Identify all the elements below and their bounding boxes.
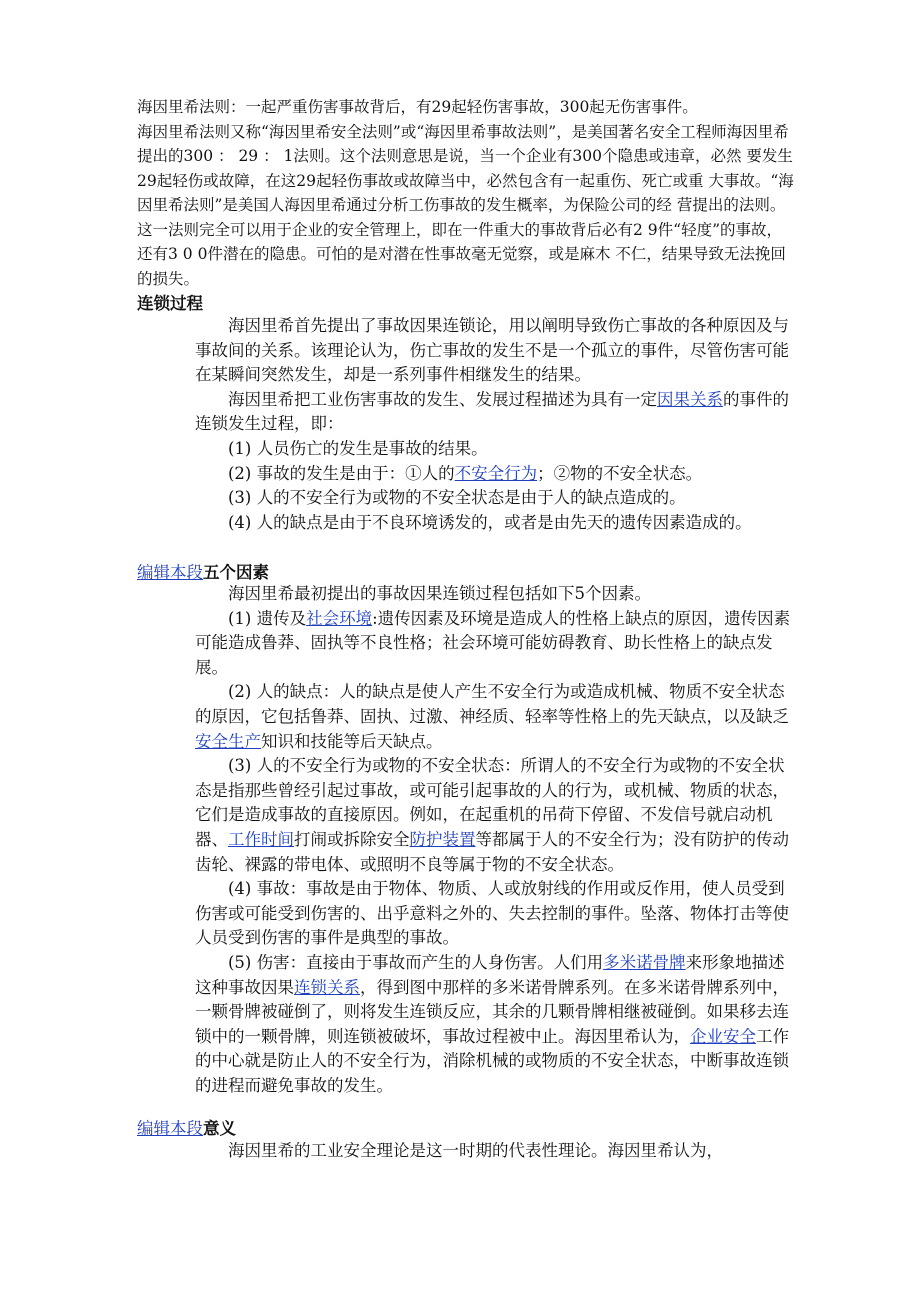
- factor-2: [195, 680, 793, 754]
- text-run: (1) 遗传及: [228, 608, 307, 628]
- chain-item-1: (1) 人员伤亡的发生是事故的结果。: [228, 438, 488, 458]
- text-run: 工作的中心就是防止人的不安全行为，消除机械的或物质的不安全状态，中断事故连锁的进程而避免事故的发生。: [195, 1026, 789, 1095]
- link-enterprise-safety[interactable]: 企业安全: [690, 1026, 756, 1046]
- section-title: 意义: [203, 1119, 236, 1138]
- chain-item-3: (3) 人的不安全行为或物的不安全状态是由于人的缺点造成的。: [228, 488, 686, 508]
- edit-section-link[interactable]: 编辑本段: [137, 1119, 203, 1138]
- text-run: 打闹或拆除安全: [294, 829, 410, 849]
- factors-intro: 海因里希最初提出的事故因果连锁过程包括如下5个因素。: [228, 584, 651, 603]
- text-run: :遗传因素及环境是造成人的性格上缺点的原因，遗传因素可能造成鲁莽、固执等不良性格；社会环境可能妨碍教育、助长性格上的缺点发展。: [195, 608, 791, 677]
- text-run: 的事件的连锁发生过程，即：: [195, 389, 789, 434]
- text-run: 等都属于人的不安全行为；没有防护的传动齿轮、裸露的带电体、或照明不良等属于物的不安全状态。: [195, 829, 789, 874]
- link-working-hours[interactable]: 工作时间: [228, 829, 294, 849]
- chain-paragraph-2: [195, 388, 793, 437]
- link-safety-production[interactable]: 安全生产: [195, 731, 261, 751]
- text-run: ，得到图中那样的多米诺骨牌系列。在多米诺骨牌系列中，一颗骨牌被碰倒了，则将发生连锁反应，其余的几颗骨牌相继被碰倒。如果移去连锁中的一颗骨牌，则连锁被破坏，事故过程被中止。海因里希认为，: [195, 977, 789, 1046]
- chain-item-2: [195, 462, 793, 487]
- text-run: (5) 伤害：直接由于事故而产生的人身伤害。人们用: [228, 952, 604, 972]
- intro-paragraph: 海因里希法则又称“海因里希安全法则”或“海因里希事故法则”，是美国著名安全工程师海因里希提出的300 ： 29 ： 1法则。这个法则意思是说，当一个企业有300个隐患或违章，必然 要发生29起轻伤或故障，在这29起轻伤事故或故障当中，必然包含有一起重伤、死亡或重 大事故。“海因里希法则”是美国人海因里希通过分析工伤事故的发生概率，为保险公司的经 营提出的法则。这一法则完全可以用于企业的安全管理上，即在一件重大的事故背后必有2 9件“轻度”的事故，还有3 0 0件潜在的隐患。可怕的是对潜在性事故毫无觉察，或是麻木 不仁，结果导致无法挽回的损失。: [137, 122, 794, 288]
- significance-paragraph: 海因里希的工业安全理论是这一时期的代表性理论。海因里希认为，: [228, 1141, 723, 1160]
- chain-paragraph-1: 海因里希首先提出了事故因果连锁论，用以阐明导致伤亡事故的各种原因及与事故间的关系。该理论认为，伤亡事故的发生不是一个孤立的事件，尽管伤害可能在某瞬间突然发生，却是一系列事件相继发生的结果。: [195, 316, 789, 385]
- text-run: (2) 人的缺点：人的缺点是使人产生不安全行为或造成机械、物质不安全状态的原因，它包括鲁莽、固执、过激、神经质、轻率等性格上的先天缺点，以及缺乏: [195, 682, 789, 726]
- link-social-environment[interactable]: 社会环境: [306, 608, 373, 628]
- edit-section-link[interactable]: 编辑本段: [137, 563, 203, 582]
- text-run: 来形象地描述这种事故因果: [195, 952, 785, 997]
- section-heading-significance: [137, 1115, 236, 1139]
- intro-block: [137, 95, 797, 291]
- text-run: (2) 事故的发生是由于：①人的: [228, 463, 455, 483]
- factor-5: [195, 951, 793, 1099]
- link-causal-relation[interactable]: 因果关系: [657, 389, 723, 409]
- factor-4: (4) 事故：事故是由于物体、物质、人或放射线的作用或反作用，使人员受到伤害或可能受到伤害的、出乎意料之外的、失去控制的事件。坠落、物体打击等使人员受到伤害的事件是典型的事故。: [195, 879, 789, 948]
- section-significance-body: [195, 1139, 793, 1164]
- section-heading-five-factors: [137, 559, 269, 583]
- factor-3: [195, 754, 793, 877]
- text-run: 知识和技能等后天缺点。: [261, 731, 443, 751]
- text-run: 海因里希把工业伤害事故的发生、发展过程描述为具有一定: [228, 389, 657, 409]
- text-run: ；②物的不安全状态。: [537, 463, 703, 483]
- link-domino[interactable]: 多米诺骨牌: [603, 952, 686, 972]
- link-unsafe-behavior[interactable]: 不安全行为: [454, 463, 538, 483]
- section-chain-body: [195, 314, 793, 535]
- chain-item-4: (4) 人的缺点是由于不良环境诱发的，或者是由先天的遗传因素造成的。: [228, 512, 752, 532]
- factor-1: [195, 607, 793, 681]
- text-run: (3) 人的不安全行为或物的不安全状态：所谓人的不安全行为或物的不安全状态是指那些曾经引起过事故，或可能引起事故的人的行为，或机械、物质的状态，它们是造成事故的直接原因。例如，在起重机的吊荷下停留、不发信号就启动机器、: [195, 756, 789, 849]
- section-factors-body: [195, 582, 793, 1098]
- section-heading-chain: 连锁过程: [137, 294, 203, 313]
- intro-summary: 海因里希法则：一起严重伤害事故背后，有29起轻伤害事故，300起无伤害事件。: [137, 98, 698, 116]
- link-chain-relation[interactable]: 连锁关系: [294, 977, 360, 997]
- section-title: 五个因素: [203, 563, 269, 582]
- link-protective-device[interactable]: 防护装置: [409, 829, 476, 849]
